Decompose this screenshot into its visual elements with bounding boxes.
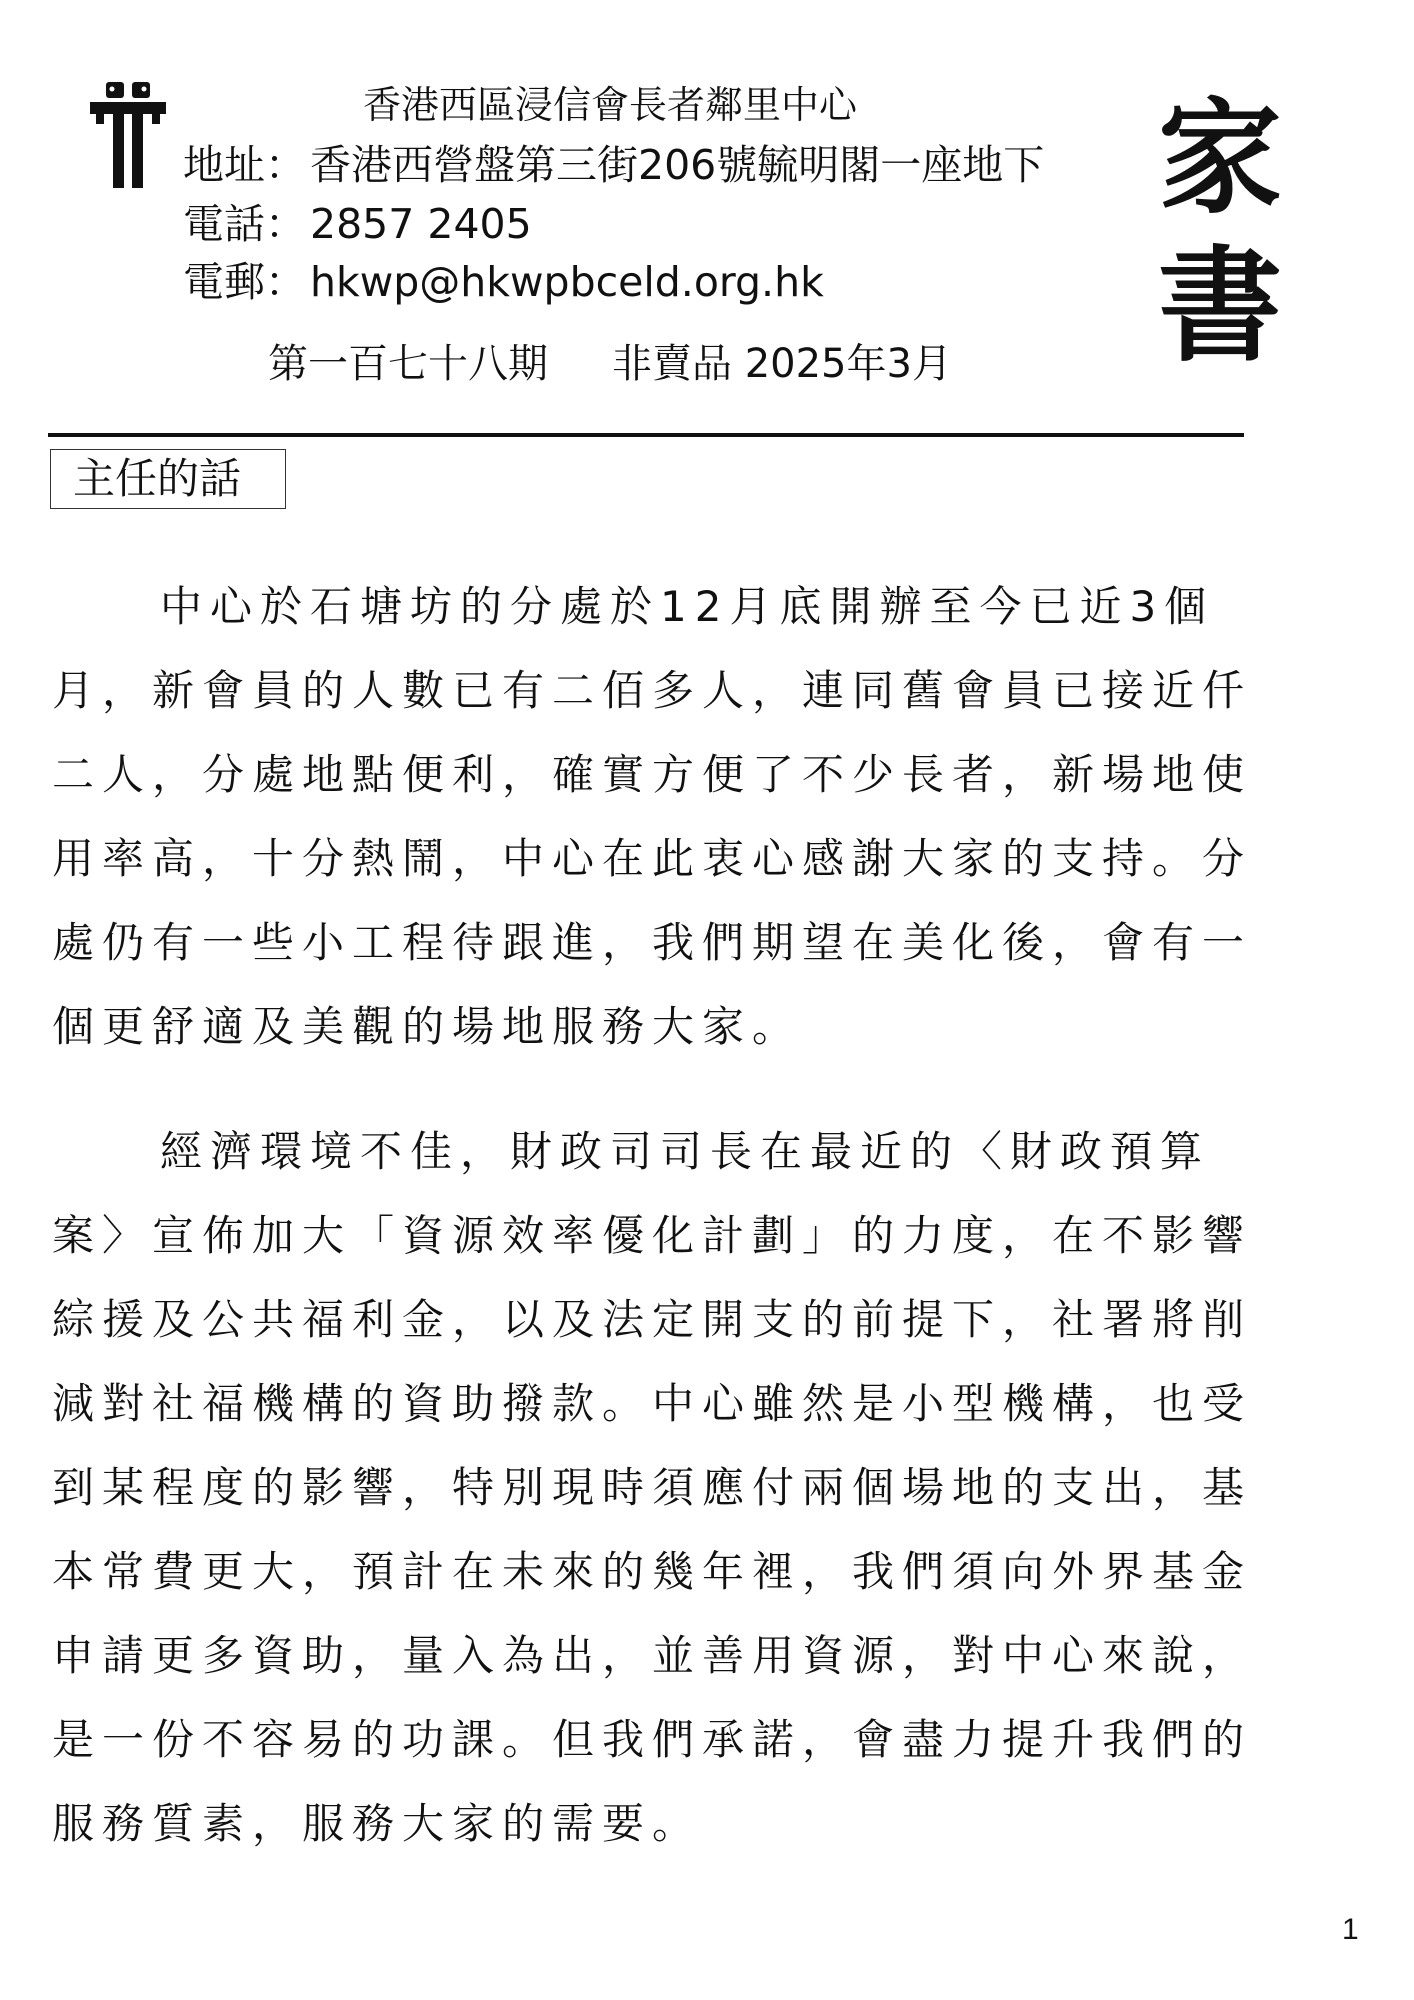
paragraph — [52, 565, 1344, 1069]
org-name: 香港西區浸信會長者鄰里中心 — [362, 83, 857, 127]
paragraph-line: 個更舒適及美觀的場地服務大家。 — [52, 1002, 803, 1051]
paragraph-line: 綜援及公共福利金，以及法定開支的前提下，社署將削 — [52, 1295, 1253, 1344]
phone-value: 2857 2405 — [310, 200, 532, 248]
paragraph-line: 經濟環境不佳，財政司司長在最近的〈財政預算 — [160, 1127, 1211, 1176]
paragraph-line: 案〉宣佈加大「資源效率優化計劃」的力度，在不影響 — [52, 1211, 1253, 1260]
address-row — [183, 138, 1044, 192]
email-row — [183, 255, 824, 309]
phone-row — [183, 197, 532, 251]
paragraph-line: 減對社福機構的資助撥款。中心雖然是小型機構，也受 — [52, 1379, 1253, 1428]
issue-line — [268, 338, 952, 390]
price-date: 非賣品 2025年3月 — [612, 341, 952, 387]
email-label: 電郵： — [183, 258, 306, 306]
address-label: 地址： — [183, 141, 306, 189]
header-divider — [48, 433, 1244, 437]
section-title: 主任的話 — [50, 449, 286, 509]
masthead-title — [1150, 85, 1290, 381]
paragraph-line: 申請更多資助，量入為出，並善用資源，對中心來說， — [52, 1631, 1253, 1680]
issue-number: 第一百七十八期 — [268, 341, 548, 387]
paragraph — [52, 1110, 1344, 1866]
paragraph-line: 到某程度的影響，特別現時須應付兩個場地的支出，基 — [52, 1463, 1253, 1512]
email-value[interactable]: hkwp@hkwpbceld.org.hk — [310, 258, 824, 306]
paragraph-line: 服務質素，服務大家的需要。 — [52, 1799, 703, 1848]
cross-church-logo-icon — [90, 82, 166, 188]
paragraph-line: 二人，分處地點便利，確實方便了不少長者，新場地使 — [52, 750, 1253, 799]
paragraph-line: 月，新會員的人數已有二佰多人，連同舊會員已接近仟 — [52, 666, 1253, 715]
address-value: 香港西營盤第三街206號毓明閣一座地下 — [310, 141, 1045, 189]
phone-label: 電話： — [183, 200, 306, 248]
paragraph-line: 本常費更大，預計在未來的幾年裡，我們須向外界基金 — [52, 1547, 1253, 1596]
paragraph-line: 中心於石塘坊的分處於12月底開辦至今已近3個 — [160, 582, 1215, 631]
paragraph-line: 是一份不容易的功課。但我們承諾，會盡力提升我們的 — [52, 1715, 1253, 1764]
masthead-char: 書 — [1157, 234, 1282, 379]
paragraph-line: 用率高，十分熱鬧，中心在此衷心感謝大家的支持。分 — [52, 834, 1253, 883]
page-number: 1 — [1342, 1913, 1359, 1946]
masthead-char: 家 — [1157, 86, 1282, 231]
paragraph-line: 處仍有一些小工程待跟進，我們期望在美化後，會有一 — [52, 918, 1253, 967]
